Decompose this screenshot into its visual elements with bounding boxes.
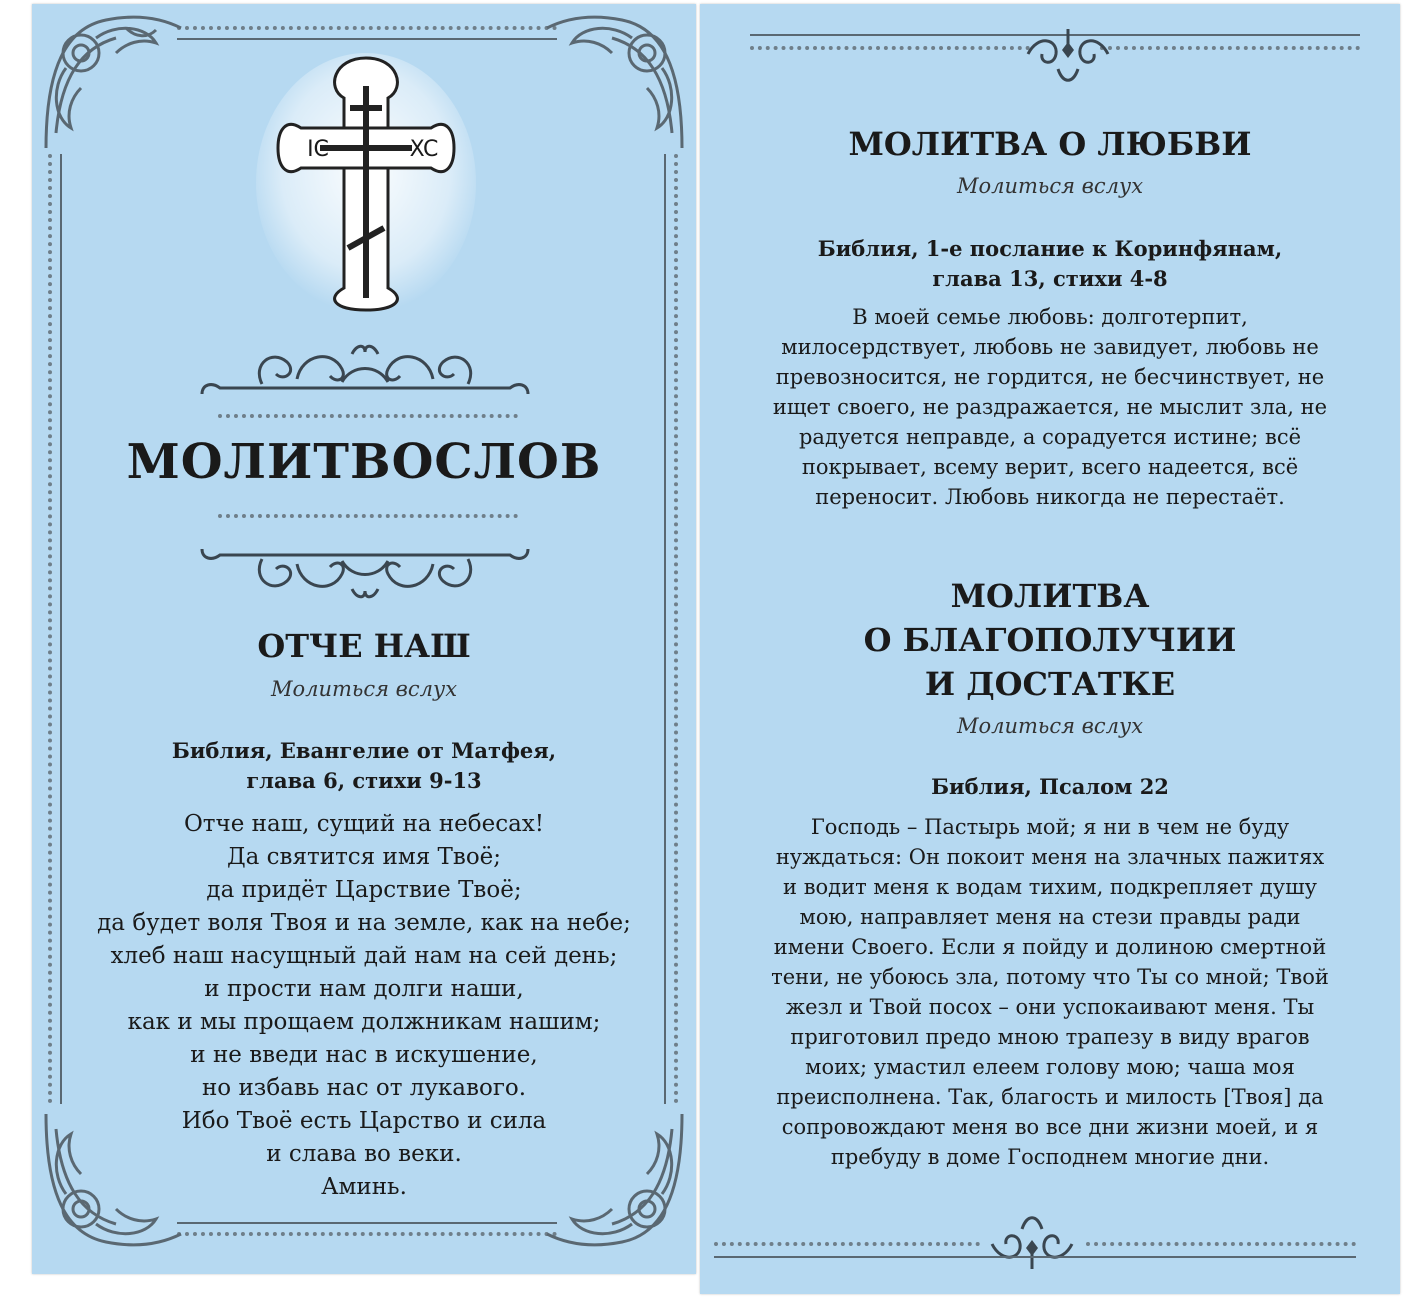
prayer1-text: В моей семье любовь: долготерпит, милосердствует, любовь не завидует, любовь не превозносится, не гордится, не бесчинствует, не ищет своего, не раздражается, не мыслит зла, не радуется неправде, а сорадуется истине; всё покрывает, всему верит, всего надеется, всё переносит. Любовь никогда не перестаёт. (772, 305, 1328, 509)
bottom-dotted-border (177, 1232, 557, 1236)
top-dotted-border (177, 26, 557, 30)
prayer2-subtitle: Молиться вслух (956, 714, 1144, 738)
prayer1-title: МОЛИТВА О ЛЮБВИ (848, 125, 1252, 163)
top-dotted-border-left (750, 46, 1030, 50)
prayer2-title: МОЛИТВА О БЛАГОПОЛУЧИИ И ДОСТАТКЕ (863, 577, 1237, 703)
right-page (700, 4, 1400, 1294)
corner-ornament-icon (36, 8, 186, 158)
title-dotted-rule-bottom (218, 514, 518, 518)
bottom-dotted-border-right (1086, 1242, 1356, 1246)
orthodox-cross-icon (256, 48, 476, 318)
top-line-border (177, 38, 557, 40)
bottom-dotted-border-left (714, 1242, 980, 1246)
prayer1-subtitle: Молиться вслух (956, 174, 1144, 198)
main-title: МОЛИТВОСЛОВ (126, 434, 602, 490)
flourish-ornament-icon (192, 334, 538, 424)
corner-ornament-icon (542, 8, 692, 158)
bottom-line-border (177, 1222, 557, 1224)
prayer-reference: Библия, Евангелие от Матфея, глава 6, стихи 9-13 (171, 738, 557, 793)
flourish-ornament-icon (192, 519, 538, 609)
left-page (32, 4, 696, 1274)
cross-letters-left: IC (307, 137, 329, 162)
prayer2-reference: Библия, Псалом 22 (931, 774, 1169, 799)
top-ornament-icon (1018, 24, 1118, 94)
bottom-line-border (714, 1256, 1356, 1258)
prayer1-reference: Библия, 1-е послание к Коринфянам, глава 13, стихи 4-8 (817, 236, 1283, 291)
prayer-text: Отче наш, сущий на небесах! Да святится имя Твоё; да придёт Царствие Твоё; да будет воля Твоя и на земле, как на небе; хлеб наш насущный дай нам на сей день; и прости нам долги наши, как и мы прощаем должникам нашим; и не введи нас в искушение, но избавь нас от лукавого. Ибо Твоё есть Царство и сила и слава во веки. Аминь. (97, 811, 631, 1200)
bottom-ornament-icon (982, 1204, 1082, 1274)
top-dotted-border-right (1100, 46, 1360, 50)
prayer2-text: Господь – Пастырь мой; я ни в чем не буду нуждаться: Он покоит меня на злачных пажитях и водит меня к водам тихим, подкрепляет душу мою, направляет меня на стези правды ради имени Своего. Если я пойду и долиною смертной тени, не убоюсь зла, потому что Ты со мной; Твой жезл и Твой посох – они успокаивают меня. Ты приготовил предо мною трапезу в виду врагов моих; умастил елеем голову мою; чаша моя преисполнена. Так, благость и милость [Твоя] да сопровождают меня во все дни жизни моей, и я пребуду в доме Господнем многие дни. (771, 815, 1329, 1169)
cross-letters-right: XC (409, 137, 439, 162)
title-dotted-rule-top (218, 414, 518, 418)
prayer-title: ОТЧЕ НАШ (257, 627, 471, 665)
prayer-subtitle: Молиться вслух (270, 677, 458, 701)
